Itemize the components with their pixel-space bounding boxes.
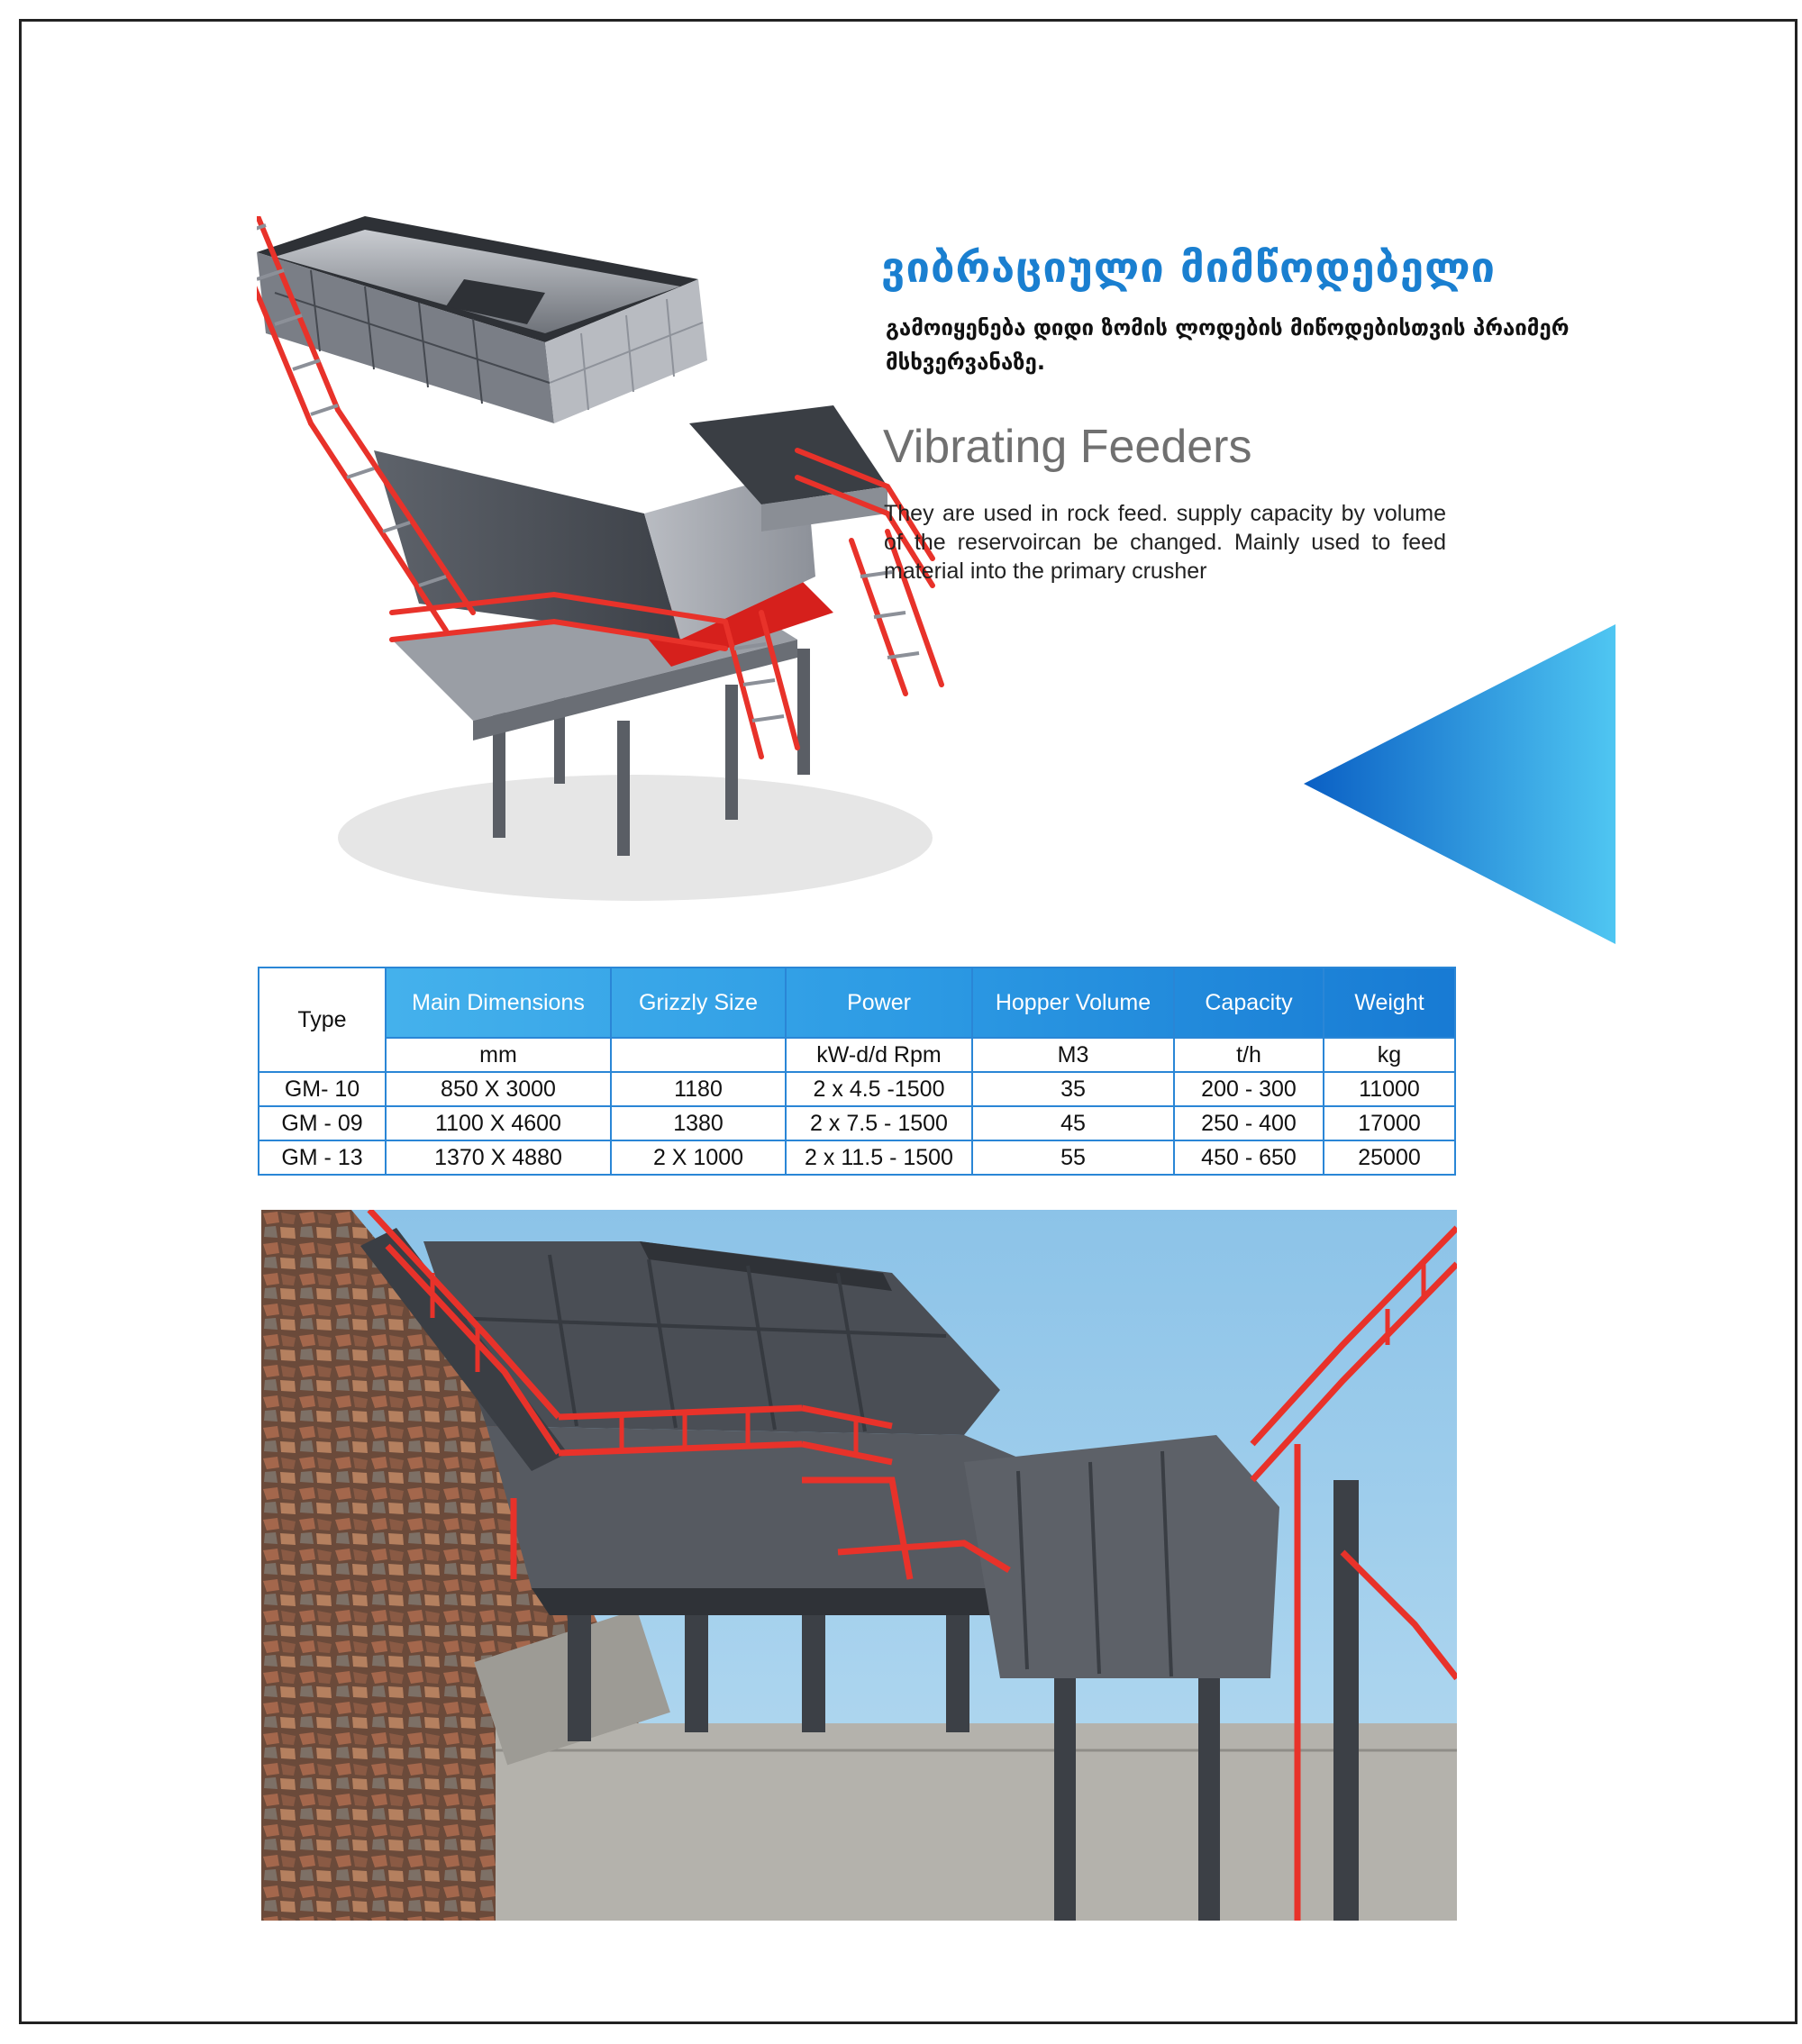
cell-weight: 25000: [1324, 1140, 1455, 1175]
header-weight: Weight: [1324, 967, 1455, 1038]
header-grizzly-size: Grizzly Size: [611, 967, 786, 1038]
cell-grizzly-size: 2 X 1000: [611, 1140, 786, 1175]
cell-power: 2 x 4.5 -1500: [786, 1072, 972, 1106]
unit-power: kW-d/d Rpm: [786, 1038, 972, 1072]
unit-capacity: t/h: [1174, 1038, 1324, 1072]
cell-type: GM - 13: [259, 1140, 386, 1175]
title-english: Vibrating Feeders: [883, 421, 1252, 473]
cell-grizzly-size: 1380: [611, 1106, 786, 1140]
description-english: They are used in rock feed. supply capacity by volume of the reservoircan be changed. Mainly used to feed material into the primary crusher: [884, 501, 1446, 584]
cell-capacity: 200 - 300: [1174, 1072, 1324, 1106]
cell-hopper-volume: 45: [972, 1106, 1174, 1140]
cell-main-dimensions: 850 X 3000: [386, 1072, 611, 1106]
feeder-installation-photo: [261, 1210, 1457, 1921]
header-type: Type: [259, 967, 386, 1072]
cell-grizzly-size: 1180: [611, 1072, 786, 1106]
title-georgian: ვიბრაციული მიმწოდებელი: [881, 243, 1497, 293]
specifications-table: [258, 967, 1456, 1176]
cell-weight: 17000: [1324, 1106, 1455, 1140]
subtitle-georgian: გამოიყენება დიდი ზომის ლოდების მიწოდებისთვის პრაიმერ მსხვერვანაზე.: [886, 315, 1570, 375]
table-row: [259, 1106, 1455, 1140]
header-capacity: Capacity: [1174, 967, 1324, 1038]
cell-main-dimensions: 1100 X 4600: [386, 1106, 611, 1140]
header-hopper-volume: Hopper Volume: [972, 967, 1174, 1038]
table-units-row: [259, 1038, 1455, 1072]
cell-main-dimensions: 1370 X 4880: [386, 1140, 611, 1175]
unit-hopper-volume: M3: [972, 1038, 1174, 1072]
unit-main-dimensions: mm: [386, 1038, 611, 1072]
cell-capacity: 450 - 650: [1174, 1140, 1324, 1175]
cell-capacity: 250 - 400: [1174, 1106, 1324, 1140]
feeder-render-image: [257, 216, 951, 937]
cell-power: 2 x 11.5 - 1500: [786, 1140, 972, 1175]
cell-power: 2 x 7.5 - 1500: [786, 1106, 972, 1140]
decorative-triangle: [1304, 624, 1615, 944]
cell-hopper-volume: 35: [972, 1072, 1174, 1106]
header-main-dimensions: Main Dimensions: [386, 967, 611, 1038]
cell-type: GM- 10: [259, 1072, 386, 1106]
table-row: [259, 1072, 1455, 1106]
unit-grizzly-size: [611, 1038, 786, 1072]
cell-hopper-volume: 55: [972, 1140, 1174, 1175]
cell-weight: 11000: [1324, 1072, 1455, 1106]
cell-type: GM - 09: [259, 1106, 386, 1140]
table-header-row: [259, 967, 1455, 1038]
header-power: Power: [786, 967, 972, 1038]
unit-weight: kg: [1324, 1038, 1455, 1072]
table-row: [259, 1140, 1455, 1175]
